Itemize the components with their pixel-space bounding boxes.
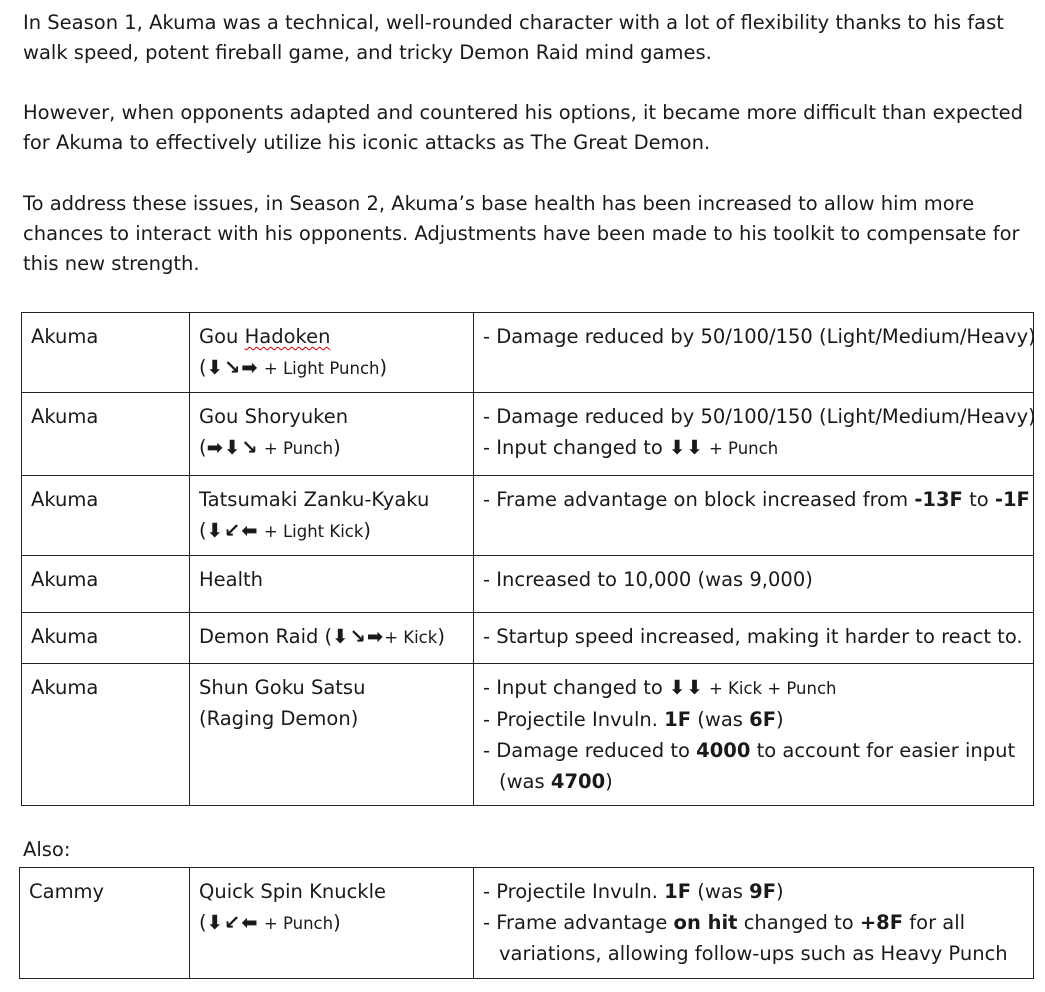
character-cell	[22, 313, 190, 393]
move-cell	[190, 313, 474, 393]
change-line: - Damage reduced to 4000 to account for easier input	[483, 739, 1016, 762]
input-arrows-icon: ⬇↙⬅	[206, 911, 259, 934]
move-input: (⬇↙⬅ + Punch)	[199, 911, 341, 934]
character-cell	[22, 664, 190, 806]
move-name: Health	[199, 568, 264, 591]
character-name: Akuma	[31, 488, 99, 511]
cammy-changes-table	[19, 867, 1034, 979]
move-input: (⬇↘➡ + Light Punch)	[199, 356, 388, 379]
intro-paragraph-3: To address these issues, in Season 2, Akuma’s base health has been increased to allow him more chances to interact with his opponents. Adjustments have been made to his toolkit to compensate for this new strength.	[23, 192, 1020, 275]
change-line: - Projectile Invuln. 1F (was 6F)	[483, 708, 784, 731]
change-cell	[474, 393, 1034, 476]
input-arrows-icon: ⬇↘➡	[206, 356, 259, 379]
change-line: - Increased to 10,000 (was 9,000)	[483, 568, 813, 591]
character-cell	[22, 393, 190, 476]
input-arrows-icon: ➡⬇↘	[206, 436, 259, 459]
change-cell	[474, 664, 1034, 806]
character-name: Akuma	[31, 625, 99, 648]
move-name: Gou	[199, 325, 245, 348]
move-input: (⬇↙⬅ + Light Kick)	[199, 519, 372, 542]
move-cell	[190, 613, 474, 664]
change-line: - Damage reduced by 50/100/150 (Light/Medium/Heavy)	[483, 325, 1036, 348]
character-name: Akuma	[31, 676, 99, 699]
character-name: Akuma	[31, 405, 99, 428]
move-alias: (Raging Demon)	[199, 707, 359, 730]
move-cell	[190, 556, 474, 613]
change-line: - Damage reduced by 50/100/150 (Light/Medium/Heavy)	[483, 405, 1036, 428]
input-arrows-icon: ⬇↘➡	[332, 625, 385, 648]
character-name: Cammy	[29, 880, 105, 903]
change-line: - Frame advantage on hit changed to +8F for all	[483, 911, 966, 934]
table-row	[22, 664, 1034, 806]
input-arrows-icon: ⬇↙⬅	[206, 519, 259, 542]
character-name: Akuma	[31, 568, 99, 591]
change-cell	[474, 476, 1034, 556]
move-cell	[190, 868, 474, 979]
also-label: Also:	[23, 838, 71, 861]
character-cell	[20, 868, 190, 979]
character-cell	[22, 476, 190, 556]
move-name: Gou Shoryuken	[199, 405, 349, 428]
change-line: - Startup speed increased, making it harder to react to.	[483, 625, 1023, 648]
move-cell	[190, 664, 474, 806]
table-row	[22, 556, 1034, 613]
input-arrows-icon: ⬇⬇	[669, 436, 704, 459]
change-cell	[474, 613, 1034, 664]
move-cell	[190, 476, 474, 556]
intro-paragraph-2: However, when opponents adapted and countered his options, it became more difficult than expected for Akuma to effectively utilize his iconic attacks as The Great Demon.	[23, 101, 1023, 154]
move-name: Quick Spin Knuckle	[199, 880, 387, 903]
change-cell	[474, 556, 1034, 613]
intro-paragraph-1: In Season 1, Akuma was a technical, well-rounded character with a lot of flexibility thanks to his fast walk speed, potent fireball game, and tricky Demon Raid mind games.	[23, 11, 1004, 64]
table-row	[22, 476, 1034, 556]
move-name: Tatsumaki Zanku-Kyaku	[199, 488, 430, 511]
character-cell	[22, 613, 190, 664]
table-row	[20, 868, 1034, 979]
move-name: Demon Raid (⬇↘➡+ Kick)	[199, 625, 445, 648]
change-line: variations, allowing follow-ups such as Heavy Punch	[499, 942, 1008, 965]
change-line: - Input changed to ⬇⬇ + Punch	[483, 436, 779, 459]
change-line: - Frame advantage on block increased from -13F to -1F	[483, 488, 1030, 511]
move-input: (➡⬇↘ + Punch)	[199, 436, 341, 459]
character-cell	[22, 556, 190, 613]
change-cell	[474, 868, 1034, 979]
table-row	[22, 313, 1034, 393]
character-name: Akuma	[31, 325, 99, 348]
change-cell	[474, 313, 1034, 393]
input-arrows-icon: ⬇⬇	[669, 676, 704, 699]
move-cell	[190, 393, 474, 476]
table-row	[22, 393, 1034, 476]
table-row	[22, 613, 1034, 664]
move-name-spellcheck: Hadoken	[244, 325, 331, 348]
move-name: Shun Goku Satsu	[199, 676, 366, 699]
akuma-changes-table	[21, 312, 1034, 806]
change-line: - Projectile Invuln. 1F (was 9F)	[483, 880, 784, 903]
change-line: - Input changed to ⬇⬇ + Kick + Punch	[483, 676, 837, 699]
change-line: (was 4700)	[499, 770, 613, 793]
